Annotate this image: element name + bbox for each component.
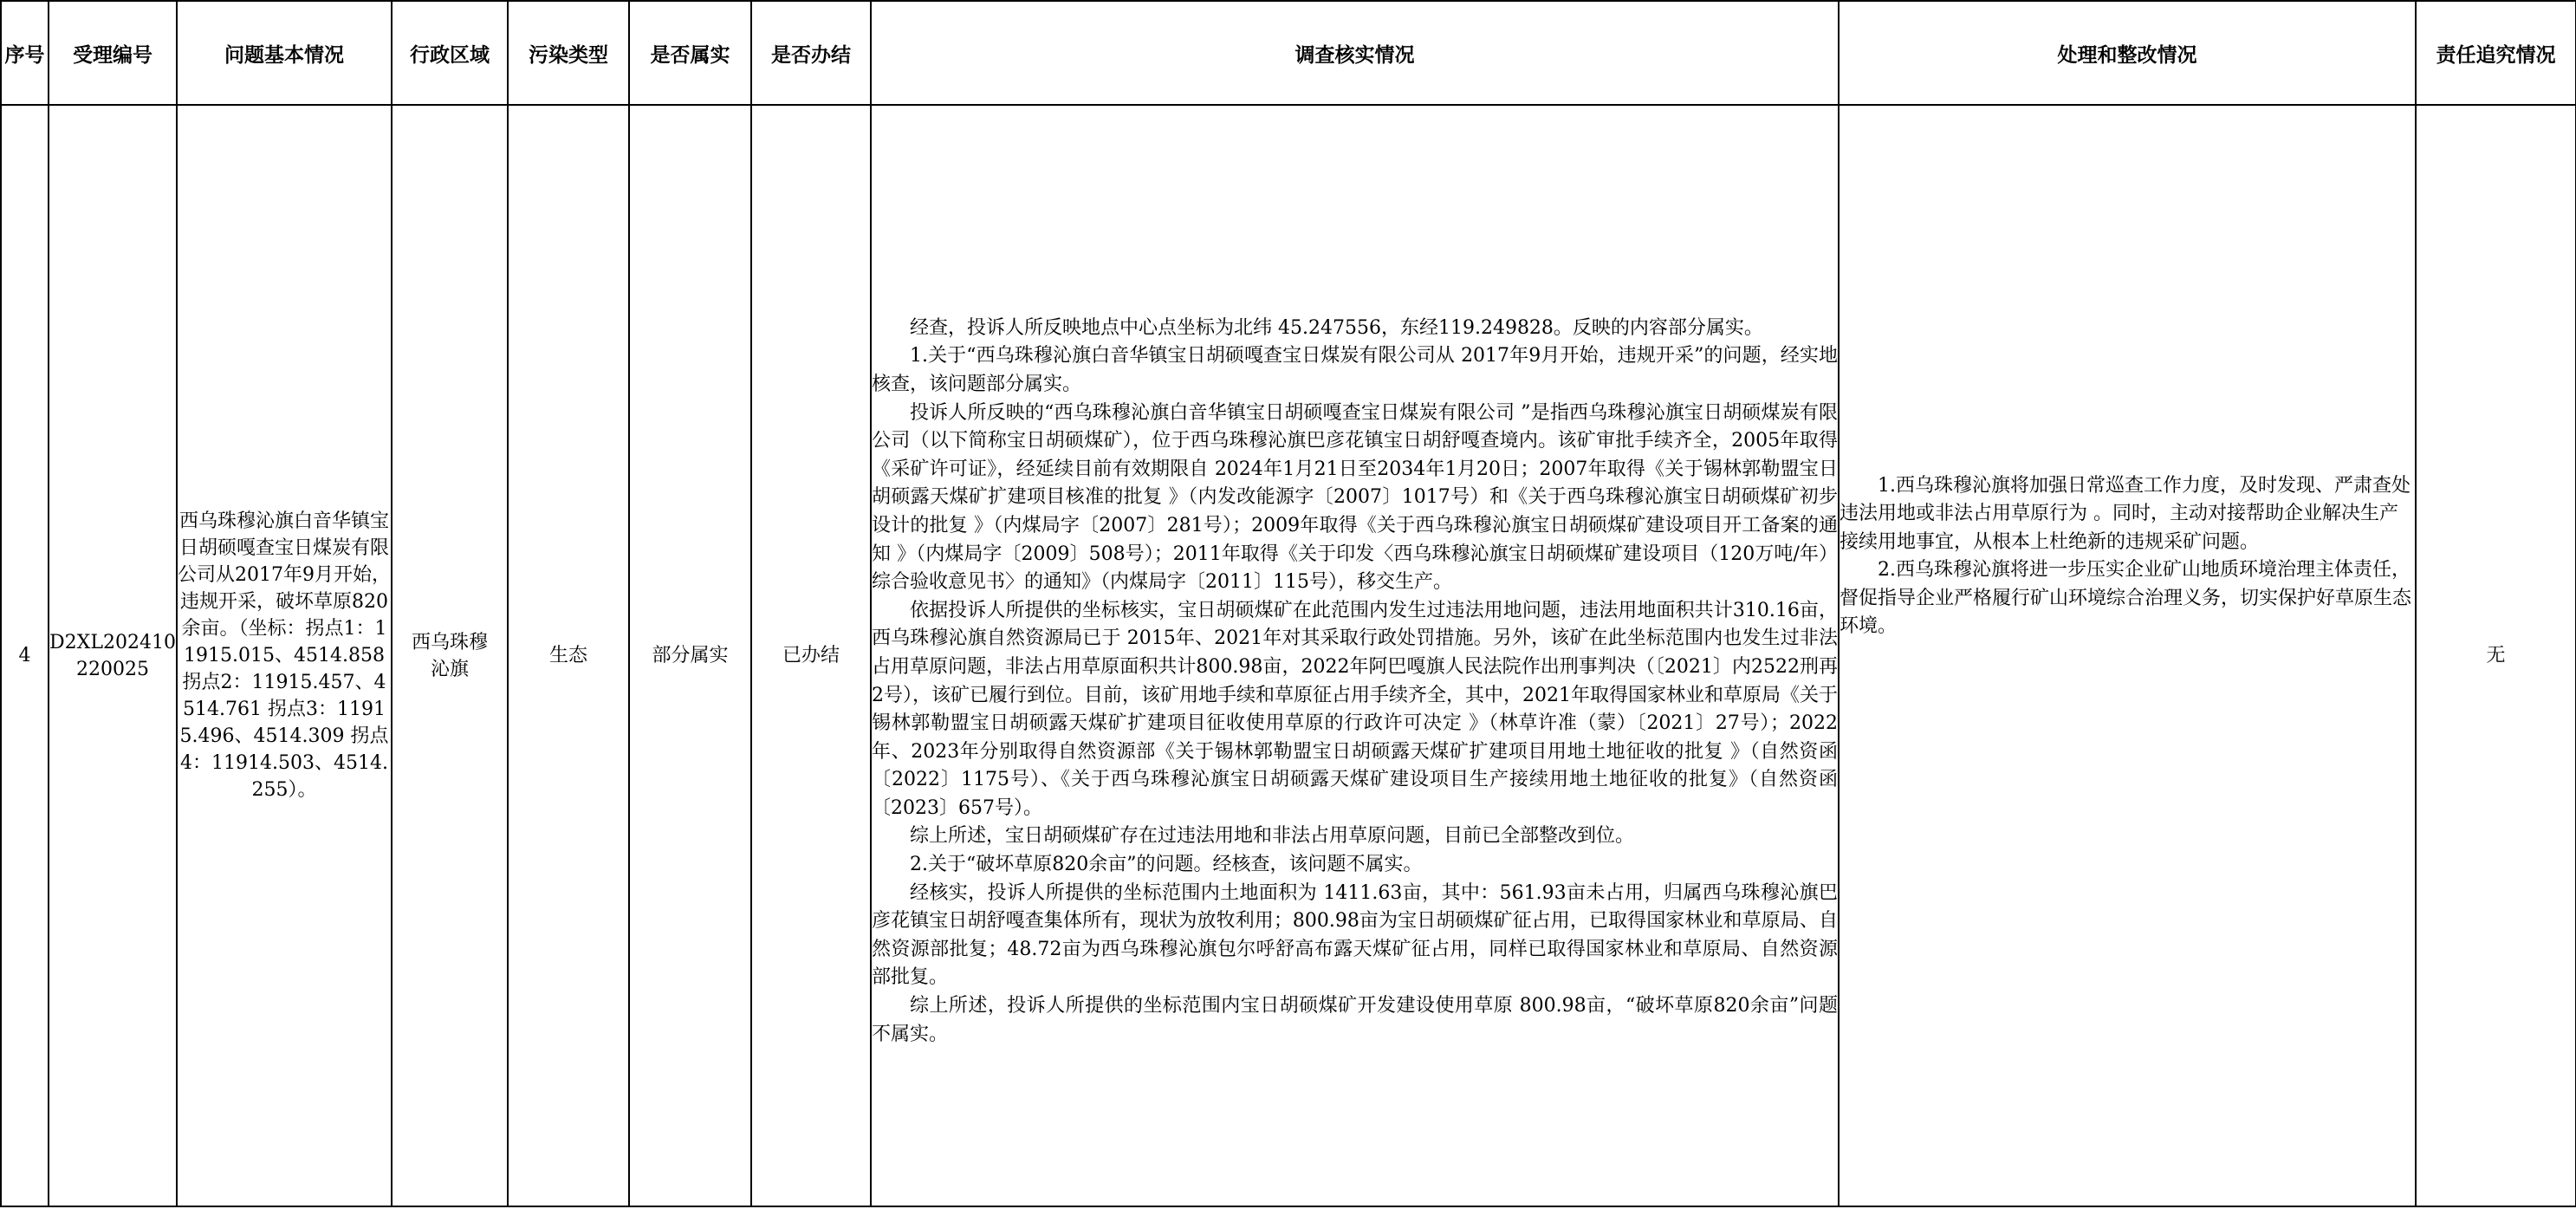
header-accept-no: 受理编号 — [49, 1, 177, 105]
header-pollution-type: 污染类型 — [508, 1, 629, 105]
handling-paragraph: 2.西乌珠穆沁旗将进一步压实企业矿山地质环境治理主体责任，督促指导企业严格履行矿山环境综合治理义务，切实保护好草原生态环境。 — [1840, 559, 2412, 638]
header-accountability: 责任追究情况 — [2416, 1, 2576, 105]
cell-is-true: 部分属实 — [629, 105, 751, 1206]
cell-is-closed: 已办结 — [751, 105, 871, 1206]
cell-accountability: 无 — [2416, 105, 2576, 1206]
header-seq: 序号 — [1, 1, 49, 105]
cell-pollution-type: 生态 — [508, 105, 629, 1206]
cell-handling — [1839, 105, 2416, 1206]
header-is-closed: 是否办结 — [751, 1, 871, 105]
header-issue: 问题基本情况 — [177, 1, 392, 105]
investigation-paragraph: 依据投诉人所提供的坐标核实，宝日胡硕煤矿在此范围内发生过违法用地问题，违法用地面积共计310.16亩，西乌珠穆沁旗自然资源局已于 2015年、2021年对其采取行政处罚措施。另外，该矿在此坐标范围内也发生过非法占用草原问题，非法占用草原面积共计800.98亩，2022年阿巴嘎旗人民法院作出刑事判决（〔2021〕内2522刑再2号），该矿已履行到位。目前，该矿用地手续和草原征占用手续齐全，其中，2021年取得国家林业和草原局《关于锡林郭勒盟宝日胡硕露天煤矿扩建项目征收使用草原的行政许可决定 》（林草许准（蒙）〔2021〕27号）；2022年、2023年分别取得自然资源部《关于锡林郭勒盟宝日胡硕露天煤矿扩建项目用地土地征收的批复 》（自然资函〔2022〕1175号）、《关于西乌珠穆沁旗宝日胡硕露天煤矿建设项目生产接续用地土地征收的批复》（自然资函〔2023〕657号）。 — [872, 599, 1838, 819]
investigation-paragraph: 综上所述，宝日胡硕煤矿存在过违法用地和非法占用草原问题，目前已全部整改到位。 — [910, 825, 1635, 848]
table-row — [1, 105, 2576, 1206]
cell-accept-no: D2XL202410220025 — [49, 105, 177, 1206]
investigation-paragraph: 1.关于“西乌珠穆沁旗白音华镇宝日胡硕嘎查宝日煤炭有限公司从 2017年9月开始，违规开采”的问题，经实地核查，该问题部分属实。 — [872, 345, 1838, 395]
investigation-paragraph: 2.关于“破坏草原820余亩”的问题。经核查，该问题不属实。 — [910, 854, 1423, 876]
investigation-paragraph: 投诉人所反映的“西乌珠穆沁旗白音华镇宝日胡硕嘎查宝日煤炭有限公司 ”是指西乌珠穆沁旗宝日胡硕煤炭有限公司（以下简称宝日胡硕煤矿），位于西乌珠穆沁旗巴彦花镇宝日胡舒嘎查境内。该矿审批手续齐全，2005年取得《采矿许可证》，经延续目前有效期限自 2024年1月21日至2034年1月20日；2007年取得《关于锡林郭勒盟宝日胡硕露天煤矿扩建项目核准的批复 》（内发改能源字〔2007〕1017号）和《关于西乌珠穆沁旗宝日胡硕煤矿初步设计的批复 》（内煤局字〔2007〕281号）；2009年取得《关于西乌珠穆沁旗宝日胡硕煤矿建设项目开工备案的通知 》（内煤局字〔2009〕508号）；2011年取得《关于印发〈西乌珠穆沁旗宝日胡硕煤矿建设项目（120万吨/年）综合验收意见书〉的通知》（内煤局字〔2011〕115号），移交生产。 — [872, 401, 1838, 594]
header-region: 行政区域 — [392, 1, 508, 105]
investigation-paragraph: 经核实，投诉人所提供的坐标范围内土地面积为 1411.63亩，其中：561.93亩未占用，归属西乌珠穆沁旗巴彦花镇宝日胡舒嘎查集体所有，现状为放牧利用；800.98亩为宝日胡硕煤矿征占用，已取得国家林业和草原局、自然资源部批复；48.72亩为西乌珠穆沁旗包尔呼舒高布露天煤矿征占用，同样已取得国家林业和草原局、自然资源部批复。 — [872, 881, 1838, 989]
header-handling: 处理和整改情况 — [1839, 1, 2416, 105]
cell-region: 西乌珠穆沁旗 — [392, 105, 508, 1206]
handling-paragraph: 1.西乌珠穆沁旗将加强日常巡查工作力度，及时发现、严肃查处违法用地或非法占用草原行为 。同时，主动对接帮助企业解决生产接续用地事宜，从根本上杜绝新的违规采矿问题。 — [1840, 474, 2411, 553]
investigation-paragraph: 综上所述，投诉人所提供的坐标范围内宝日胡硕煤矿开发建设使用草原 800.98亩，“破坏草原820余亩”问题不属实。 — [872, 995, 1838, 1045]
cell-issue: 西乌珠穆沁旗白音华镇宝日胡硕嘎查宝日煤炭有限公司从2017年9月开始，违规开采，破坏草原820余亩。（坐标：拐点1：11915.015、4514.858 拐点2：11915.457、4514.761 拐点3：11915.496、4514.309 拐点4：11914.503、4514.255）。 — [177, 105, 392, 1206]
investigation-paragraph: 经查，投诉人所反映地点中心点坐标为北纬 45.247556，东经119.249828。反映的内容部分属实。 — [910, 316, 1763, 339]
header-investigation: 调查核实情况 — [871, 1, 1839, 105]
cell-investigation — [871, 105, 1839, 1206]
header-is-true: 是否属实 — [629, 1, 751, 105]
header-row — [1, 1, 2576, 105]
cell-seq: 4 — [1, 105, 49, 1206]
